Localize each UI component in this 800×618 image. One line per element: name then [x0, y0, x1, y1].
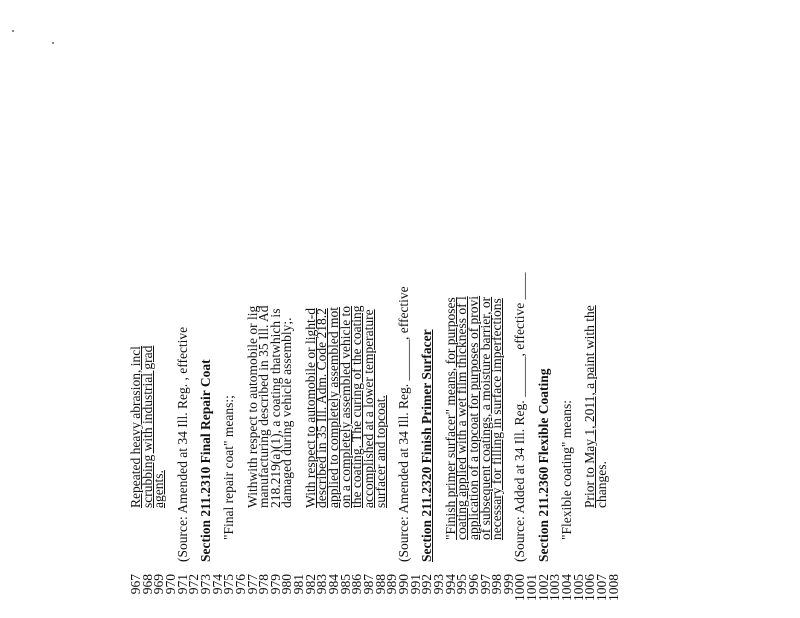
line-text: agents. — [151, 470, 167, 508]
line-number: 1006 — [582, 574, 598, 601]
line-number: 967 — [128, 574, 143, 595]
line-text: on a completely assembled vehicle to — [337, 305, 353, 508]
line-text: changes. — [594, 461, 609, 508]
line-number: 971 — [174, 574, 190, 595]
line-number: 986 — [349, 574, 365, 595]
scan-speck — [52, 42, 54, 44]
line-number: 976 — [232, 574, 248, 595]
line-number: 1002 — [535, 574, 551, 601]
line-text: "Finish primer surfacer" means, for purposes — [442, 297, 458, 540]
line-number: 993 — [430, 574, 446, 595]
line-number: 990 — [395, 574, 411, 595]
line-text: (Source: Amended at 34 Ill. Reg. , effective — [174, 326, 190, 562]
line-number: 985 — [337, 574, 353, 595]
line-number: 995 — [454, 574, 470, 595]
line-number: 1001 — [524, 574, 540, 601]
section-heading: Section 211.2320 Finish Primer Surfacer — [419, 329, 435, 562]
line-number: 1007 — [594, 574, 609, 601]
line-number: 968 — [139, 574, 155, 595]
line-text: necessary for filling in surface imperfections — [489, 298, 505, 540]
line-text: application of a topcoat for purposes of provi — [465, 295, 481, 540]
line-number: 972 — [186, 574, 202, 595]
line-number: 975 — [221, 574, 237, 595]
line-number: 979 — [267, 574, 283, 595]
line-text: "Final repair coat" means:; — [221, 395, 237, 540]
line-number: 970 — [162, 574, 178, 595]
line-text: (Source: Added at 34 Ill. Reg. ______, effective ____ — [512, 272, 528, 562]
line-number: 969 — [151, 574, 167, 595]
line-text: "Flexible coating" means: — [559, 400, 575, 540]
line-text: 218.219(a)(1), a coating thatwhich is — [267, 308, 283, 508]
line-text: described in 35 Ill. Adm. Code 218.2 — [314, 308, 330, 508]
line-text: damaged during vehicle assembly;. — [279, 317, 295, 508]
line-number: 999 — [500, 574, 516, 595]
document-line — [607, 0, 621, 618]
line-number: 977 — [244, 574, 260, 595]
line-number: 988 — [372, 574, 388, 595]
line-text: surfacer and topcoat. — [372, 395, 388, 508]
line-text: accomplished at a lower temperature — [361, 309, 376, 508]
line-number: 984 — [326, 574, 342, 595]
line-number: 998 — [489, 574, 505, 595]
line-number: 973 — [197, 574, 213, 595]
line-text: applied to completely assembled mot — [326, 307, 342, 508]
line-number: 996 — [465, 574, 481, 595]
line-number: 987 — [361, 574, 376, 595]
line-text: With respect to automobile or light-d — [302, 307, 318, 508]
line-number: 982 — [302, 574, 318, 595]
line-number: 992 — [419, 574, 435, 595]
line-text: Withwith respect to automobile or lig — [244, 305, 260, 508]
line-number: 978 — [256, 574, 272, 595]
section-heading: Section 211.2310 Final Repair Coat — [197, 359, 213, 562]
line-number: 991 — [407, 574, 423, 595]
line-number: 983 — [314, 574, 330, 595]
line-number: 974 — [209, 574, 225, 595]
line-text: coating applied with a wet film thickness of l — [454, 296, 470, 540]
line-text: (Source: Amended at 34 Ill. Reg. ______, effective — [395, 286, 411, 562]
line-text: manufacturing described in 35 Ill. Ad — [256, 305, 272, 508]
line-number: 980 — [279, 574, 295, 595]
line-text: Repeated heavy abrasion, incl — [128, 346, 143, 508]
line-number: 981 — [291, 574, 307, 595]
line-number: 1003 — [547, 574, 563, 601]
line-number: 1004 — [559, 574, 575, 601]
line-text: the coating. The curing of the coating — [349, 305, 365, 508]
line-number: 989 — [384, 574, 400, 595]
line-number: 994 — [442, 574, 458, 595]
line-number: 1008 — [605, 574, 621, 601]
scan-speck — [12, 30, 14, 32]
line-number: 997 — [477, 574, 493, 595]
line-number: 1000 — [512, 574, 528, 601]
line-text: scrubbing with industrial grad — [139, 345, 155, 508]
line-number: 1005 — [570, 574, 586, 601]
line-text: of subsequent coatings, a moisture barrier, or — [477, 296, 493, 540]
section-heading: Section 211.2360 Flexible Coating — [535, 368, 551, 562]
line-text: Prior to May 1, 2011, a paint with the — [582, 305, 598, 508]
